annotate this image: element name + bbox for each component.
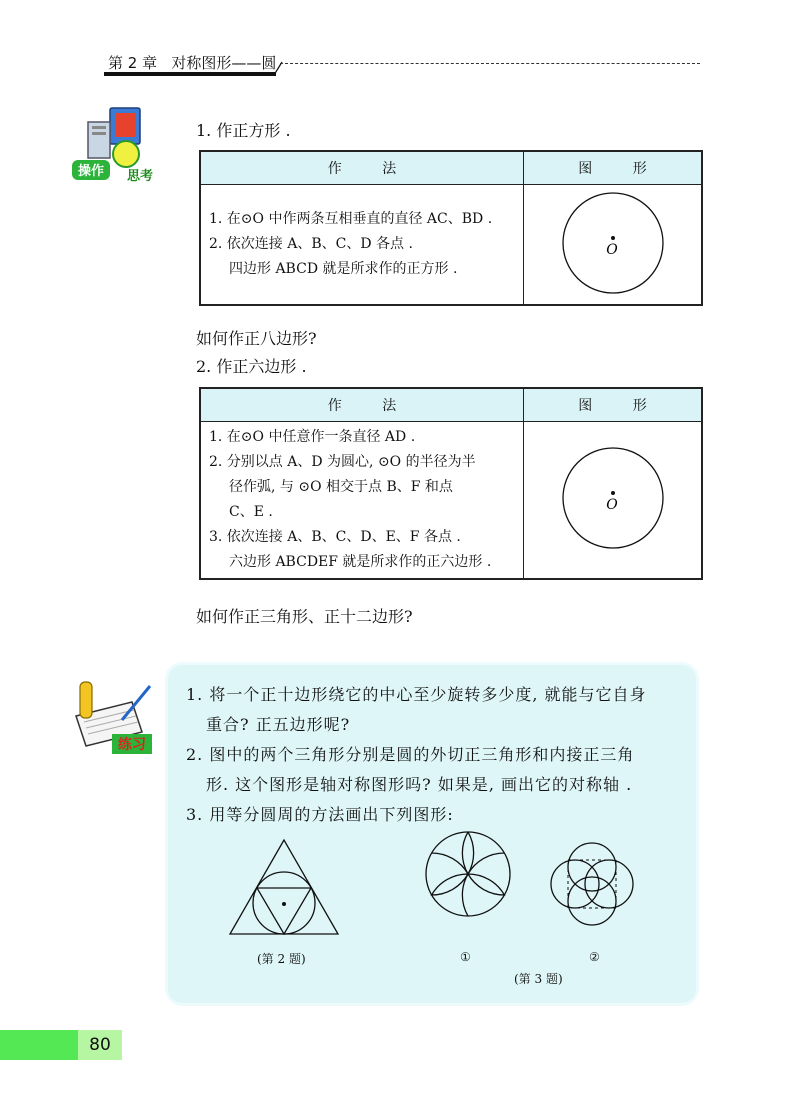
- hexagon-construction-table: [199, 387, 703, 580]
- center-label: O: [605, 241, 618, 258]
- header-underline: [104, 72, 276, 76]
- step: 径作弧, 与 ⊙O 相交于点 B、F 和点: [229, 479, 453, 495]
- practice-item-2: 2. 图中的两个三角形分别是圆的外切正三角形和内接正三角: [186, 745, 635, 764]
- practice-label: 练习: [118, 737, 146, 753]
- hexagon-steps-cell: [200, 422, 524, 580]
- header-dashed-rule: [280, 63, 700, 64]
- page-number: 80: [78, 1030, 122, 1060]
- center-label: O: [605, 497, 618, 513]
- operate-think-icon: [70, 104, 166, 186]
- three-petal-figure: [424, 830, 512, 918]
- part2-title: 2. 作正六边形 .: [196, 357, 307, 376]
- step: 3. 依次连接 A、B、C、D、E、F 各点 .: [209, 529, 461, 545]
- col-method-header: 作 法: [200, 151, 524, 185]
- step: 1. 在⊙O 中任意作一条直径 AD .: [209, 429, 416, 445]
- icon-label-operate: 操作: [77, 164, 105, 179]
- step: 1. 在⊙O 中作两条互相垂直的直径 AC、BD .: [209, 211, 493, 227]
- caption-q3: (第 3 题): [514, 972, 563, 986]
- caption-fig2: ②: [589, 950, 600, 964]
- practice-item-1: 1. 将一个正十边形绕它的中心至少旋转多少度, 就能与它自身: [186, 685, 647, 704]
- caption-q2: (第 2 题): [257, 952, 306, 966]
- step: 2. 依次连接 A、B、C、D 各点 .: [209, 236, 413, 252]
- circle-o-figure: [558, 188, 668, 298]
- col-figure-header: 图 形: [524, 388, 703, 422]
- step: 六边形 ABCDEF 就是所求作的正六边形 .: [229, 554, 492, 570]
- hexagon-figure-cell: [524, 422, 703, 580]
- part1-question: 如何作正八边形?: [196, 329, 317, 348]
- triangles-circle-figure: [228, 838, 340, 938]
- circle-o-figure: [558, 443, 668, 553]
- step: 2. 分别以点 A、D 为圆心, ⊙O 的半径为半: [209, 454, 476, 470]
- four-circles-figure: [544, 836, 640, 932]
- practice-item-2-cont: 形. 这个图形是轴对称图形吗? 如果是, 画出它的对称轴 .: [206, 775, 633, 794]
- col-figure-header: 图 形: [524, 151, 703, 185]
- square-figure-cell: [524, 185, 703, 306]
- running-header: [108, 52, 276, 73]
- practice-item-3: 3. 用等分圆周的方法画出下列图形:: [186, 805, 454, 824]
- square-steps-cell: [200, 185, 524, 306]
- practice-item-1-cont: 重合? 正五边形呢?: [206, 715, 351, 734]
- square-construction-table: [199, 150, 703, 306]
- icon-label-think: 思考: [126, 169, 154, 184]
- practice-notebook-icon: [72, 676, 166, 756]
- chapter-number: 第 2 章: [108, 54, 158, 72]
- chapter-title: 对称图形——圆: [171, 54, 277, 72]
- step: 四边形 ABCD 就是所求作的正方形 .: [229, 261, 458, 277]
- caption-fig1: ①: [460, 950, 471, 964]
- step: C、E .: [229, 504, 273, 520]
- part1-title: 1. 作正方形 .: [196, 121, 291, 140]
- part2-question: 如何作正三角形、正十二边形?: [196, 607, 413, 626]
- col-method-header: 作 法: [200, 388, 524, 422]
